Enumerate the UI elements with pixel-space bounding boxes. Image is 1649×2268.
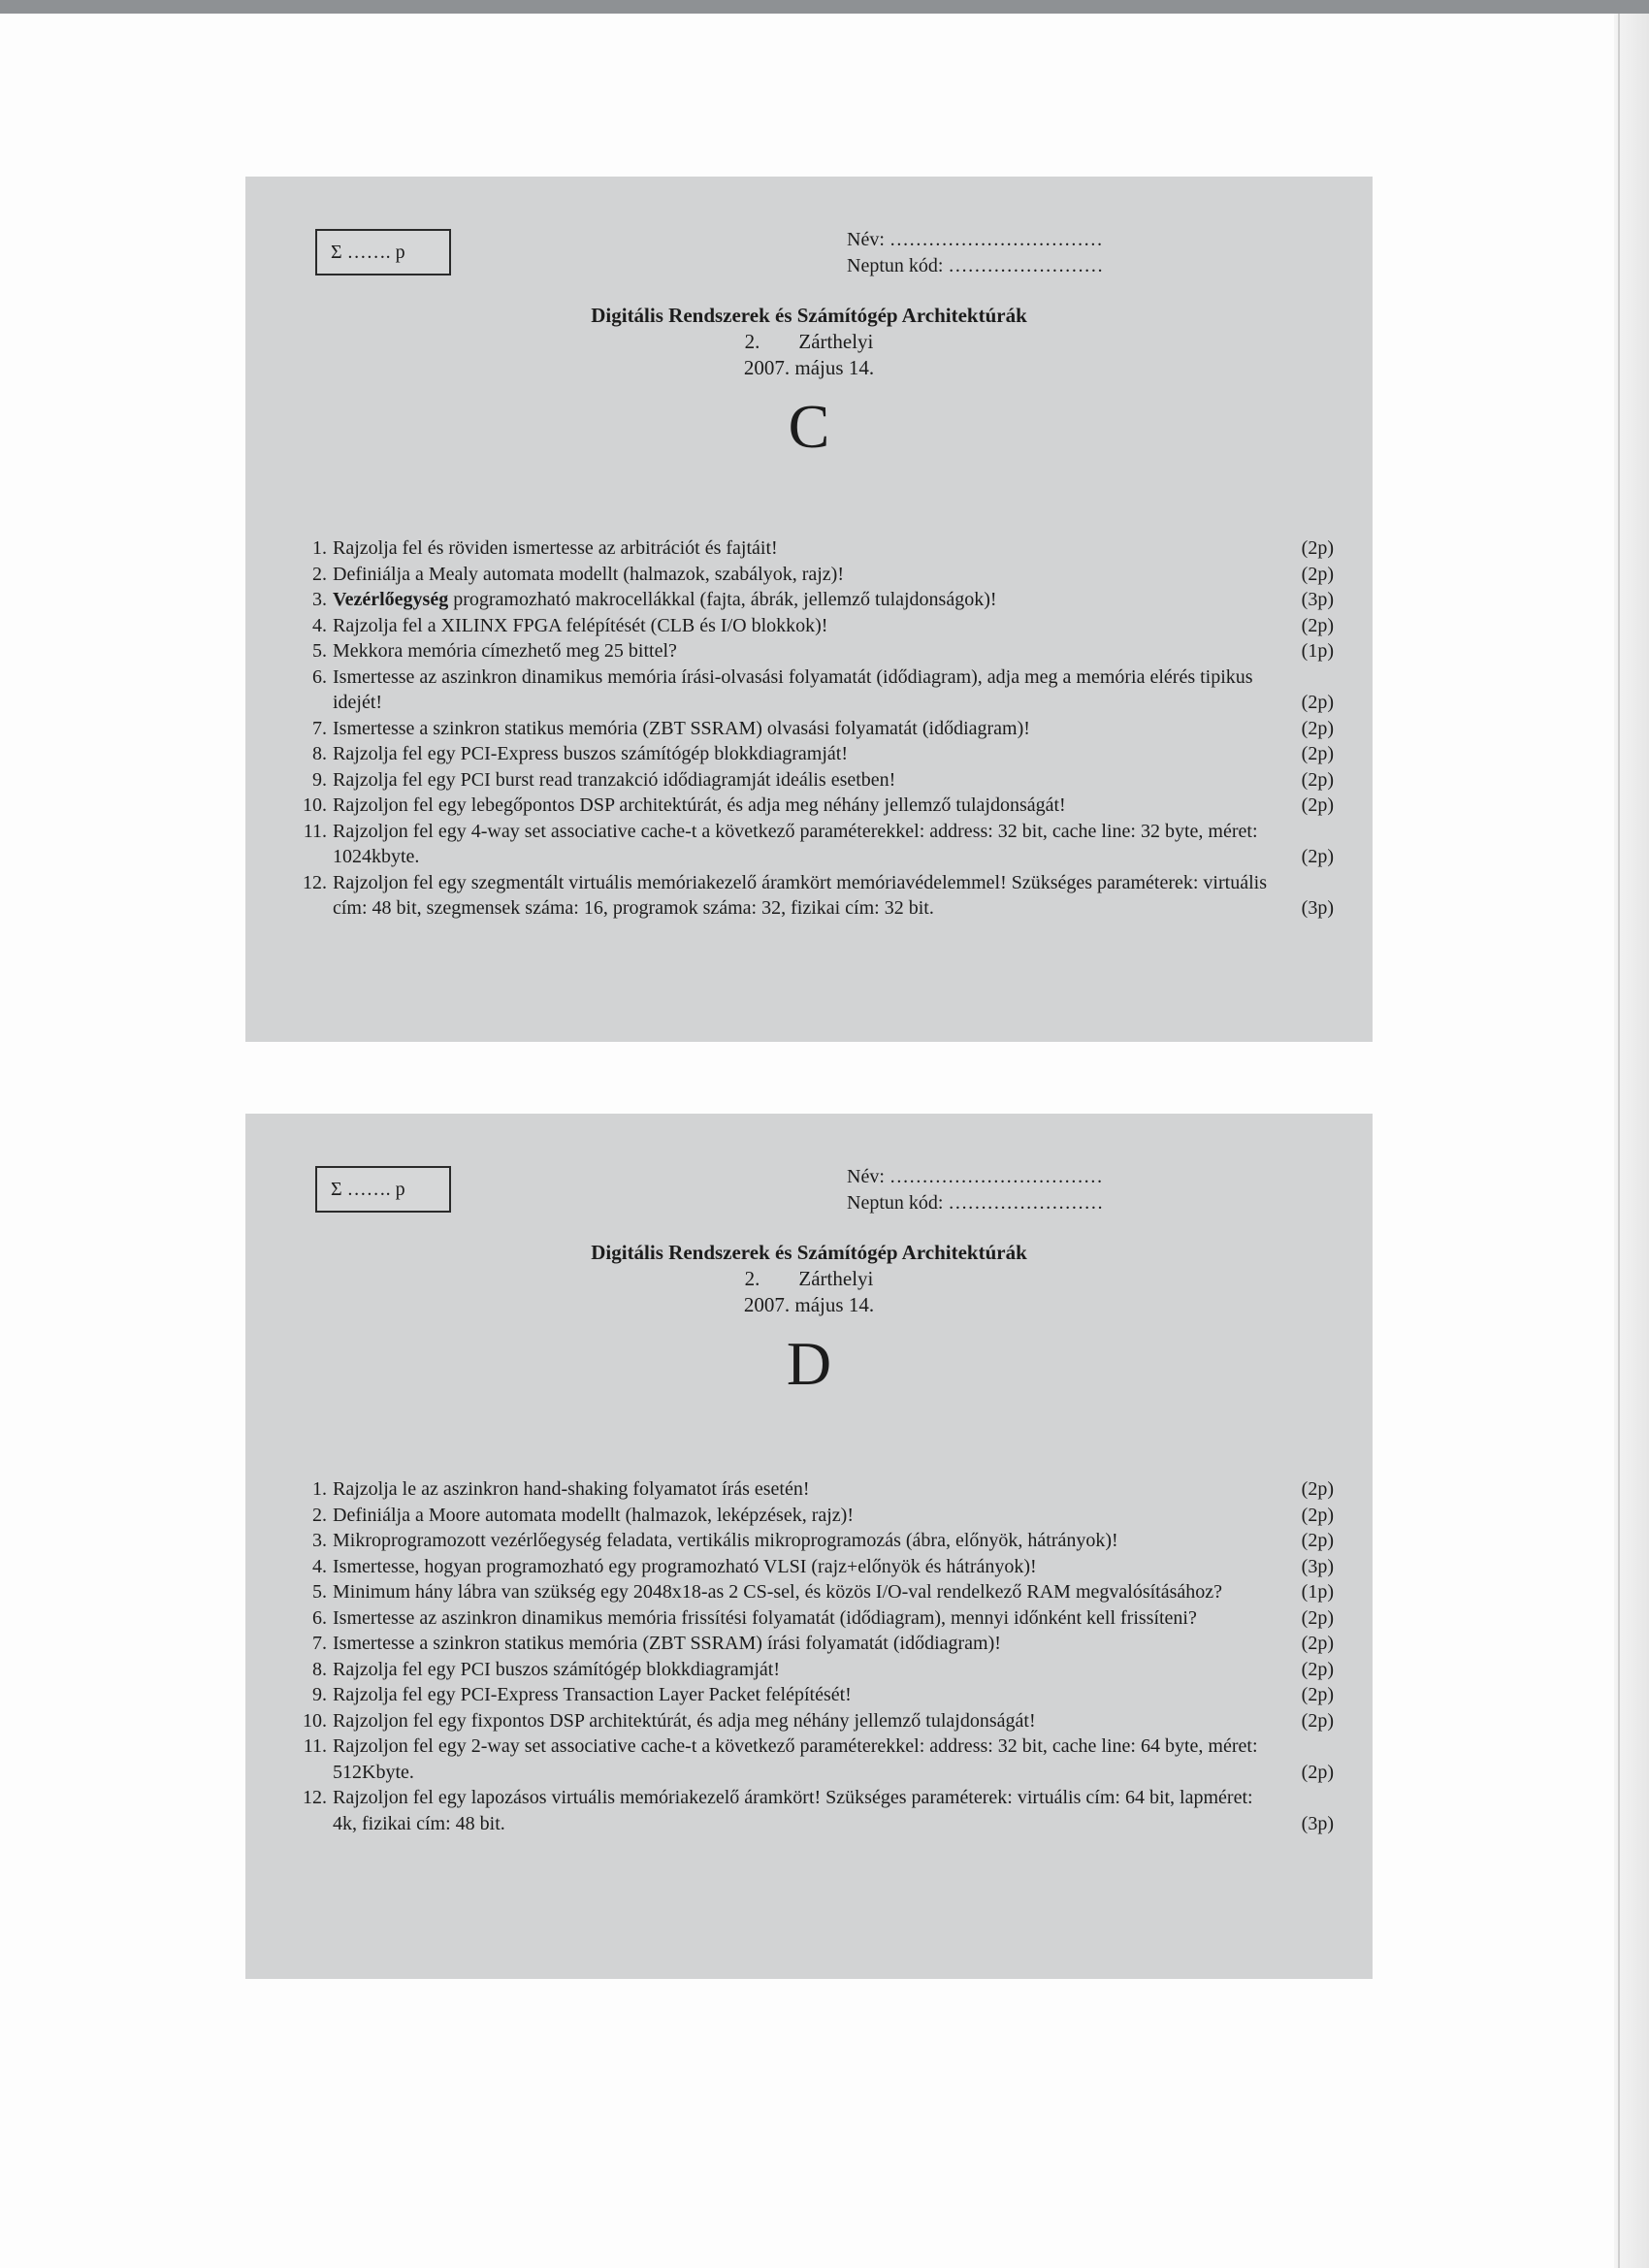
question-number: 9. bbox=[312, 1684, 327, 1705]
course-title: Digitális Rendszerek és Számítógép Architektúrák bbox=[591, 304, 1027, 327]
question-points: (2p) bbox=[1301, 1633, 1334, 1654]
question-item bbox=[294, 1503, 1342, 1529]
question-text bbox=[333, 1631, 1342, 1657]
exam-date: 2007. május 14. bbox=[743, 356, 875, 379]
question-text bbox=[333, 1554, 1342, 1580]
question-item bbox=[294, 664, 1342, 716]
question-points: (1p) bbox=[1301, 640, 1334, 662]
question-item bbox=[294, 819, 1342, 870]
question-number: 11. bbox=[303, 1735, 327, 1757]
question-points: (2p) bbox=[1301, 1504, 1334, 1526]
question-points: (1p) bbox=[1301, 1581, 1334, 1603]
question-item bbox=[294, 1785, 1342, 1836]
question-number: 6. bbox=[312, 1606, 327, 1629]
exam-type: Zárthelyi bbox=[798, 330, 874, 353]
question-text bbox=[333, 587, 1342, 613]
question-number: 3. bbox=[312, 1530, 327, 1551]
question-item bbox=[294, 562, 1342, 588]
question-item bbox=[294, 1708, 1342, 1734]
question-number: 2. bbox=[312, 1504, 327, 1526]
question-body: Ismertesse az aszinkron dinamikus memória frissítési folyamatát (idődiagram), mennyi időnként kell frissíteni? bbox=[333, 1606, 1197, 1629]
question-body: Definiálja a Moore automata modellt (halmazok, leképzések, rajz)! bbox=[333, 1504, 854, 1526]
neptun-code-field: Neptun kód: …………………… bbox=[847, 255, 1104, 276]
question-points: (2p) bbox=[1301, 537, 1334, 559]
question-number: 1. bbox=[312, 1478, 327, 1500]
exam-number: 2. bbox=[744, 330, 760, 353]
question-body: Rajzolja fel egy PCI-Express Transaction Layer Packet felépítését! bbox=[333, 1684, 852, 1705]
question-text bbox=[333, 870, 1342, 922]
page-edge-shadow bbox=[1618, 14, 1620, 2268]
question-points: (3p) bbox=[1301, 589, 1334, 610]
exam-type-line bbox=[245, 329, 1373, 355]
question-points: (2p) bbox=[1301, 563, 1334, 585]
question-item bbox=[294, 1733, 1342, 1785]
question-item bbox=[294, 1554, 1342, 1580]
question-points: (2p) bbox=[1301, 614, 1334, 636]
question-number: 4. bbox=[312, 614, 327, 636]
question-text bbox=[333, 1503, 1342, 1529]
exam-sheet-d bbox=[245, 1114, 1373, 1979]
question-number: 8. bbox=[312, 1658, 327, 1680]
question-number: 3. bbox=[312, 589, 327, 610]
student-fields bbox=[847, 1164, 1103, 1216]
question-body: Mikroprogramozott vezérlőegység feladata, vertikális mikroprogramozás (ábra, előnyök, hátrányok)! bbox=[333, 1530, 1118, 1551]
question-text bbox=[333, 767, 1342, 794]
question-item bbox=[294, 1631, 1342, 1657]
course-title: Digitális Rendszerek és Számítógép Architektúrák bbox=[591, 1241, 1027, 1264]
question-body: Rajzolja fel és röviden ismertesse az arbitrációt és fajtáit! bbox=[333, 537, 778, 559]
question-points: (2p) bbox=[1301, 846, 1334, 867]
question-number: 7. bbox=[312, 717, 327, 739]
exam-variant-letter: D bbox=[786, 1329, 832, 1398]
question-text bbox=[333, 741, 1342, 767]
question-item bbox=[294, 638, 1342, 664]
question-list bbox=[294, 1476, 1342, 1836]
question-body: Rajzolja fel a XILINX FPGA felépítését (CLB és I/O blokkok)! bbox=[333, 614, 828, 636]
question-text bbox=[333, 1476, 1342, 1503]
score-box: Σ ……. p bbox=[315, 1166, 451, 1213]
score-box: Σ ……. p bbox=[315, 229, 451, 275]
question-text bbox=[333, 1605, 1342, 1632]
question-item bbox=[294, 535, 1342, 562]
student-fields bbox=[847, 227, 1103, 279]
question-number: 6. bbox=[312, 665, 327, 688]
question-number: 4. bbox=[312, 1555, 327, 1577]
exam-type: Zárthelyi bbox=[798, 1267, 874, 1290]
question-item bbox=[294, 793, 1342, 819]
question-body: Rajzolja fel egy PCI buszos számítógép blokkdiagramját! bbox=[333, 1658, 780, 1680]
question-number: 5. bbox=[312, 1581, 327, 1603]
question-body: Ismertesse a szinkron statikus memória (ZBT SSRAM) olvasási folyamatát (idődiagram)! bbox=[333, 717, 1030, 739]
question-text bbox=[333, 716, 1342, 742]
question-number: 1. bbox=[312, 537, 327, 559]
question-body: Rajzoljon fel egy 4-way set associative cache-t a következő paraméterekkel: address: 32 bit, cache line: 32 byte, méret: 1024kbyte. bbox=[333, 820, 1258, 867]
question-number: 2. bbox=[312, 563, 327, 585]
question-points: (2p) bbox=[1301, 1606, 1334, 1629]
question-item bbox=[294, 587, 1342, 613]
question-points: (2p) bbox=[1301, 1761, 1334, 1783]
question-text bbox=[333, 638, 1342, 664]
question-points: (2p) bbox=[1301, 717, 1334, 739]
name-field: Név: …………………………… bbox=[847, 229, 1103, 250]
question-points: (2p) bbox=[1301, 692, 1334, 713]
question-points: (3p) bbox=[1301, 1555, 1334, 1577]
exam-variant-letter: C bbox=[788, 392, 830, 461]
question-item bbox=[294, 870, 1342, 922]
question-body: Rajzoljon fel egy lapozásos virtuális memóriakezelő áramkört! Szükséges paraméterek: virtuális cím: 64 bit, lapméret: 4k, fizikai cím: 48 bit. bbox=[333, 1787, 1253, 1834]
question-text bbox=[333, 1579, 1342, 1605]
question-points: (2p) bbox=[1301, 1658, 1334, 1680]
question-body: Rajzolja le az aszinkron hand-shaking folyamatot írás esetén! bbox=[333, 1478, 810, 1500]
exam-header bbox=[245, 1240, 1373, 1400]
question-points: (2p) bbox=[1301, 1684, 1334, 1705]
question-text bbox=[333, 562, 1342, 588]
question-item bbox=[294, 767, 1342, 794]
question-body: Ismertesse a szinkron statikus memória (ZBT SSRAM) írási folyamatát (idődiagram)! bbox=[333, 1633, 1001, 1654]
question-points: (2p) bbox=[1301, 1530, 1334, 1551]
question-keyword: Vezérlőegység bbox=[333, 589, 449, 610]
scan-border-top bbox=[0, 0, 1649, 14]
question-item bbox=[294, 1605, 1342, 1632]
question-body: Rajzoljon fel egy lebegőpontos DSP architektúrát, és adja meg néhány jellemző tulajdonságát! bbox=[333, 794, 1066, 816]
question-points: (3p) bbox=[1301, 1812, 1334, 1834]
question-points: (2p) bbox=[1301, 743, 1334, 764]
question-number: 10. bbox=[303, 794, 327, 816]
question-item bbox=[294, 716, 1342, 742]
question-body: Minimum hány lábra van szükség egy 2048x18-as 2 CS-sel, és közös I/O-val rendelkező RAM megvalósításához? bbox=[333, 1581, 1223, 1603]
question-text bbox=[333, 793, 1342, 819]
question-number: 12. bbox=[303, 871, 327, 893]
question-number: 10. bbox=[303, 1709, 327, 1732]
question-text bbox=[333, 613, 1342, 639]
neptun-code-field: Neptun kód: …………………… bbox=[847, 1192, 1104, 1214]
question-text bbox=[333, 819, 1342, 870]
exam-type-line bbox=[245, 1266, 1373, 1292]
question-item bbox=[294, 1579, 1342, 1605]
exam-number: 2. bbox=[744, 1267, 760, 1290]
question-item bbox=[294, 741, 1342, 767]
question-body: Rajzoljon fel egy 2-way set associative cache-t a következő paraméterekkel: address: 32 bit, cache line: 64 byte, méret: 512Kbyte. bbox=[333, 1735, 1258, 1783]
question-body: Ismertesse, hogyan programozható egy programozható VLSI (rajz+előnyök és hátrányok)! bbox=[333, 1555, 1037, 1577]
question-body: Rajzoljon fel egy szegmentált virtuális memóriakezelő áramkört memóriavédelemmel! Szükséges paraméterek: virtuális cím: 48 bit, szegmensek száma: 16, programok száma: 32, fizikai cím: 32 bit. bbox=[333, 871, 1267, 919]
question-item bbox=[294, 613, 1342, 639]
question-body: programozható makrocellákkal (fajta, ábrák, jellemző tulajdonságok)! bbox=[448, 589, 997, 610]
exam-header bbox=[245, 303, 1373, 463]
question-text bbox=[333, 535, 1342, 562]
question-text bbox=[333, 1733, 1342, 1785]
question-body: Rajzolja fel egy PCI burst read tranzakció idődiagramját ideális esetben! bbox=[333, 768, 896, 791]
exam-sheet-c bbox=[245, 177, 1373, 1042]
question-text bbox=[333, 1708, 1342, 1734]
question-number: 7. bbox=[312, 1633, 327, 1654]
question-body: Mekkora memória címezhető meg 25 bittel? bbox=[333, 640, 677, 662]
question-item bbox=[294, 1657, 1342, 1683]
question-points: (3p) bbox=[1301, 897, 1334, 919]
question-body: Ismertesse az aszinkron dinamikus memória írási-olvasási folyamatát (idődiagram), adja meg a memória elérés tipikus idejét! bbox=[333, 665, 1253, 713]
question-item bbox=[294, 1528, 1342, 1554]
exam-date: 2007. május 14. bbox=[743, 1293, 875, 1316]
question-points: (2p) bbox=[1301, 768, 1334, 791]
name-field: Név: …………………………… bbox=[847, 1166, 1103, 1187]
question-body: Rajzoljon fel egy fixpontos DSP architektúrát, és adja meg néhány jellemző tulajdonságát! bbox=[333, 1709, 1036, 1732]
question-number: 11. bbox=[303, 820, 327, 842]
question-item bbox=[294, 1682, 1342, 1708]
question-points: (2p) bbox=[1301, 794, 1334, 816]
question-text bbox=[333, 664, 1342, 716]
question-text bbox=[333, 1682, 1342, 1708]
question-number: 8. bbox=[312, 743, 327, 764]
question-points: (2p) bbox=[1301, 1478, 1334, 1500]
question-body: Definiálja a Mealy automata modellt (halmazok, szabályok, rajz)! bbox=[333, 563, 845, 585]
question-text bbox=[333, 1528, 1342, 1554]
question-body: Rajzolja fel egy PCI-Express buszos számítógép blokkdiagramját! bbox=[333, 743, 848, 764]
question-item bbox=[294, 1476, 1342, 1503]
question-number: 9. bbox=[312, 768, 327, 791]
question-list bbox=[294, 535, 1342, 922]
question-points: (2p) bbox=[1301, 1709, 1334, 1732]
question-number: 5. bbox=[312, 640, 327, 662]
question-number: 12. bbox=[303, 1787, 327, 1808]
question-text bbox=[333, 1657, 1342, 1683]
question-text bbox=[333, 1785, 1342, 1836]
